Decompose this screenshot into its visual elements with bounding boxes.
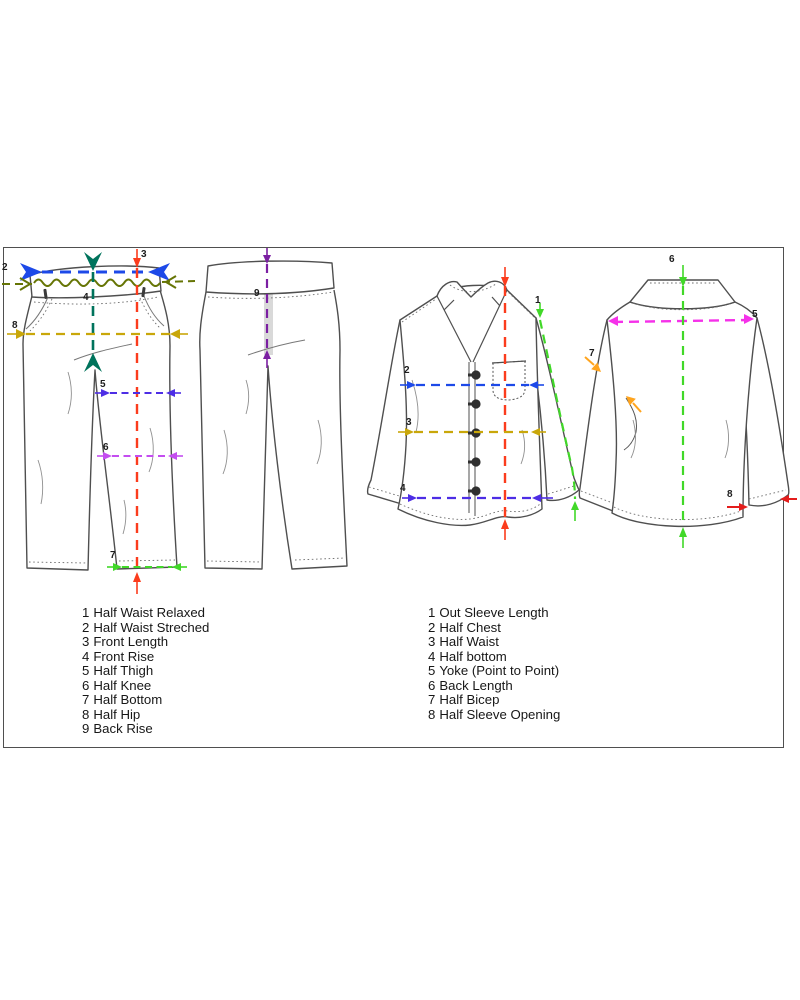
- legend-item: 7 Half Bicep: [428, 692, 500, 708]
- marker-shirt-back-6: 6: [669, 254, 675, 265]
- marker-shirt-front-4: 4: [400, 483, 406, 494]
- marker-shirt-back-8: 8: [727, 489, 733, 500]
- marker-pants-front-6: 6: [103, 442, 109, 453]
- legend-item: 6 Half Knee: [82, 677, 152, 693]
- legend-item: 5 Yoke (Point to Point): [428, 663, 560, 679]
- legend-item: 7 Half Bottom: [82, 692, 163, 708]
- legend-item: 1 Half Waist Relaxed: [82, 605, 205, 620]
- legend-item: 6 Back Length: [428, 677, 513, 693]
- marker-pants-front-2: 2: [2, 262, 8, 273]
- shirt-legend: [428, 606, 560, 722]
- legend-item: 2 Half Chest: [428, 619, 501, 635]
- marker-shirt-front-2: 2: [404, 365, 410, 376]
- legend-item: 1 Out Sleeve Length: [428, 605, 549, 620]
- waistband-back: [206, 261, 334, 294]
- legend-item: 3 Half Waist: [428, 634, 499, 650]
- legend-item: 4 Half bottom: [428, 648, 507, 664]
- legend-item: 8 Half Hip: [82, 706, 141, 722]
- legend-item: 9 Back Rise: [82, 721, 153, 737]
- legend-item: 3 Front Length: [82, 634, 169, 650]
- legend-item: 4 Front Rise: [82, 648, 155, 664]
- marker-pants-front-3: 3: [141, 249, 147, 260]
- pants-legend: [82, 606, 209, 737]
- pants-back-view: [200, 261, 347, 569]
- marker-pants-front-4: 4: [83, 292, 89, 303]
- legend-item: 5 Half Thigh: [82, 663, 154, 679]
- marker-pants-front-8: 8: [12, 320, 18, 331]
- marker-pants-front-7: 7: [110, 550, 116, 561]
- marker-shirt-back-5: 5: [752, 309, 758, 320]
- marker-pants-back-9: 9: [254, 288, 260, 299]
- marker-shirt-front-1: 1: [535, 295, 541, 306]
- legend-item: 8 Half Sleeve Opening: [428, 706, 561, 722]
- marker-shirt-back-7: 7: [589, 348, 595, 359]
- legend-item: 2 Half Waist Streched: [82, 619, 210, 635]
- marker-shirt-front-3: 3: [406, 417, 412, 428]
- pants-front-view: [23, 266, 177, 570]
- marker-pants-front-5: 5: [100, 379, 106, 390]
